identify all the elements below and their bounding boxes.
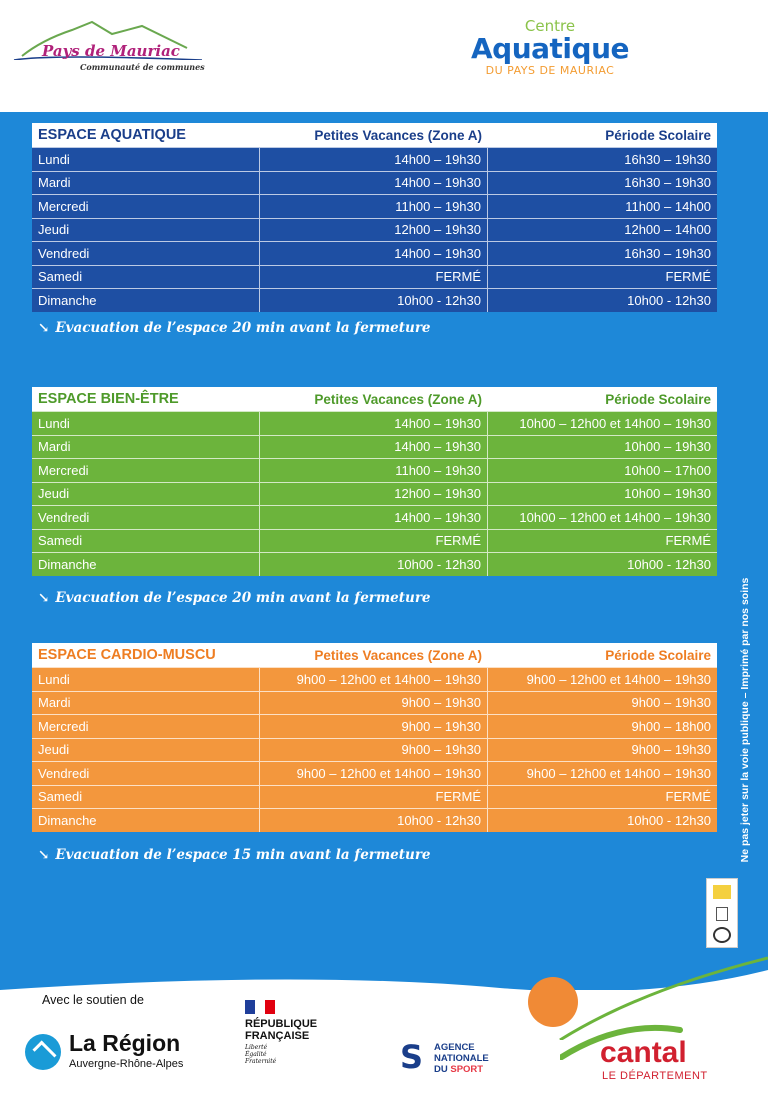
day-cell: Mardi xyxy=(32,172,260,195)
ans-line3 xyxy=(434,1064,489,1075)
scolaire-cell: 9h00 – 12h00 et 14h00 – 19h30 xyxy=(526,765,711,781)
ans-line3b: SPORT xyxy=(450,1064,484,1075)
evacuation-note-text: Evacuation de l’espace 15 min avant la fermeture xyxy=(55,847,431,863)
scolaire-cell: 10h00 – 19h30 xyxy=(624,439,711,455)
scolaire-cell: 10h00 – 17h00 xyxy=(624,462,711,478)
table-row xyxy=(32,714,717,738)
rf-line2: FRANÇAISE xyxy=(245,1030,310,1042)
scolaire-cell: 10h00 – 12h00 et 14h00 – 19h30 xyxy=(519,415,711,431)
table-row xyxy=(32,691,717,715)
scolaire-cell: 16h30 – 19h30 xyxy=(624,175,711,191)
table-row xyxy=(32,808,717,832)
side-disclaimer xyxy=(730,570,760,870)
table-title: ESPACE CARDIO-MUSCU xyxy=(38,647,216,663)
day-cell: Mardi xyxy=(32,692,260,715)
table-row xyxy=(32,738,717,762)
rf-line1: RÉPUBLIQUE xyxy=(245,1018,318,1030)
day-cell: Lundi xyxy=(32,668,260,691)
table-row xyxy=(32,288,717,312)
day-cell: Samedi xyxy=(32,786,260,809)
scolaire-cell: 11h00 – 14h00 xyxy=(625,198,711,214)
table-row xyxy=(32,482,717,506)
scolaire-cell: 12h00 – 14h00 xyxy=(624,222,711,238)
vacances-cell: 9h00 – 19h30 xyxy=(260,692,488,715)
vacances-cell: 11h00 – 19h30 xyxy=(260,195,488,218)
scolaire-cell: 16h30 – 19h30 xyxy=(624,151,711,167)
vacances-cell: 9h00 – 12h00 et 14h00 – 19h30 xyxy=(260,668,488,691)
table-row xyxy=(32,505,717,529)
col-scolaire-header: Période Scolaire xyxy=(605,391,711,407)
evacuation-note xyxy=(38,847,431,863)
scolaire-cell: FERMÉ xyxy=(665,533,711,549)
logo-aquatique-line2: Aquatique xyxy=(471,32,629,65)
col-vacances-header: Petites Vacances (Zone A) xyxy=(314,647,482,663)
logo-mauriac-subtitle: Communauté de communes xyxy=(80,62,205,72)
table-header xyxy=(32,387,717,411)
vacances-cell: 14h00 – 19h30 xyxy=(260,172,488,195)
logo-agence-nationale-du-sport xyxy=(400,1038,510,1078)
day-cell: Dimanche xyxy=(32,553,260,576)
cantal-subtitle: LE DÉPARTEMENT xyxy=(602,1070,708,1082)
table-row xyxy=(32,171,717,195)
vacances-cell: 11h00 – 19h30 xyxy=(260,459,488,482)
logo-centre-aquatique xyxy=(460,18,640,88)
vacances-cell: 14h00 – 19h30 xyxy=(260,242,488,265)
vacances-cell: 14h00 – 19h30 xyxy=(260,506,488,529)
logo-republique-francaise xyxy=(245,1000,345,1080)
scolaire-cell: FERMÉ xyxy=(665,789,711,805)
day-cell: Jeudi xyxy=(32,483,260,506)
table-espace-aquatique xyxy=(32,123,717,312)
table-row xyxy=(32,667,717,691)
day-cell: Mercredi xyxy=(32,459,260,482)
table-header xyxy=(32,123,717,147)
scolaire-cell: 9h00 – 12h00 et 14h00 – 19h30 xyxy=(526,671,711,687)
scolaire-cell: 9h00 – 19h30 xyxy=(631,742,711,758)
col-vacances-header: Petites Vacances (Zone A) xyxy=(314,391,482,407)
cantal-name: cantal xyxy=(600,1036,687,1069)
table-espace-bien-etre xyxy=(32,387,717,576)
table-row xyxy=(32,147,717,171)
rf-motto1: Liberté xyxy=(245,1044,268,1051)
col-scolaire-header: Période Scolaire xyxy=(605,647,711,663)
vacances-cell: 9h00 – 12h00 et 14h00 – 19h30 xyxy=(260,762,488,785)
day-cell: Vendredi xyxy=(32,242,260,265)
table-row xyxy=(32,529,717,553)
vacances-cell: 10h00 - 12h30 xyxy=(260,553,488,576)
scolaire-cell: 10h00 – 19h30 xyxy=(624,486,711,502)
vacances-cell: 9h00 – 19h30 xyxy=(260,715,488,738)
vacances-cell: 10h00 - 12h30 xyxy=(260,289,488,312)
region-name: La Région xyxy=(69,1030,181,1056)
col-vacances-header: Petites Vacances (Zone A) xyxy=(314,127,482,143)
logo-aquatique-line3: DU PAYS DE MAURIAC xyxy=(485,64,615,77)
vacances-cell: 12h00 – 19h30 xyxy=(260,483,488,506)
table-row xyxy=(32,785,717,809)
recycle-loop-icon xyxy=(713,927,731,943)
vacances-cell: 14h00 – 19h30 xyxy=(260,412,488,435)
french-flag-icon xyxy=(245,1000,275,1014)
evacuation-note-text: Evacuation de l’espace 20 min avant la fermeture xyxy=(55,590,431,606)
table-row xyxy=(32,435,717,459)
ans-line1: AGENCE xyxy=(434,1042,475,1053)
scolaire-cell: 10h00 - 12h30 xyxy=(627,812,711,828)
day-cell: Samedi xyxy=(32,530,260,553)
logo-la-region xyxy=(25,1030,205,1080)
table-row xyxy=(32,761,717,785)
region-mountain-icon xyxy=(25,1034,61,1070)
scolaire-cell: 10h00 - 12h30 xyxy=(627,292,711,308)
scolaire-cell: FERMÉ xyxy=(665,269,711,285)
rf-motto3: Fraternité xyxy=(245,1058,277,1065)
arrow-down-right-icon: ↘ xyxy=(38,320,50,336)
scolaire-cell: 9h00 – 19h30 xyxy=(631,695,711,711)
day-cell: Vendredi xyxy=(32,506,260,529)
table-row xyxy=(32,552,717,576)
table-title: ESPACE AQUATIQUE xyxy=(38,127,186,143)
day-cell: Dimanche xyxy=(32,809,260,832)
side-disclaimer-text: Ne pas jeter sur la voie publique – Imprimé par nos soins xyxy=(739,577,751,863)
table-row xyxy=(32,458,717,482)
col-scolaire-header: Période Scolaire xyxy=(605,127,711,143)
rf-text xyxy=(245,1018,317,1042)
vacances-cell: 14h00 – 19h30 xyxy=(260,436,488,459)
logo-mauriac-name: Pays de Mauriac xyxy=(42,42,180,60)
vacances-cell: FERMÉ xyxy=(260,530,488,553)
day-cell: Mercredi xyxy=(32,715,260,738)
arrow-down-right-icon: ↘ xyxy=(38,590,50,606)
table-title: ESPACE BIEN-ÊTRE xyxy=(38,391,179,407)
logo-aquatique-line1: Centre xyxy=(524,17,576,35)
vacances-cell: FERMÉ xyxy=(260,786,488,809)
ans-text xyxy=(434,1042,489,1075)
table-header xyxy=(32,643,717,667)
vacances-cell: 10h00 - 12h30 xyxy=(260,809,488,832)
support-label: Avec le soutien de xyxy=(42,993,144,1007)
arrow-down-right-icon: ↘ xyxy=(38,847,50,863)
table-row xyxy=(32,265,717,289)
day-cell: Vendredi xyxy=(32,762,260,785)
scolaire-cell: 10h00 - 12h30 xyxy=(627,556,711,572)
region-subtitle: Auvergne-Rhône-Alpes xyxy=(69,1058,184,1070)
ans-line3a: DU xyxy=(434,1064,451,1075)
table-row xyxy=(32,218,717,242)
ans-line2: NATIONALE xyxy=(434,1053,489,1064)
table-row xyxy=(32,411,717,435)
day-cell: Lundi xyxy=(32,148,260,171)
vacances-cell: 14h00 – 19h30 xyxy=(260,148,488,171)
scolaire-cell: 9h00 – 18h00 xyxy=(631,718,711,734)
table-row xyxy=(32,241,717,265)
evacuation-note xyxy=(38,320,431,336)
logo-cantal xyxy=(560,1010,720,1090)
day-cell: Samedi xyxy=(32,266,260,289)
vacances-cell: 9h00 – 19h30 xyxy=(260,739,488,762)
day-cell: Jeudi xyxy=(32,739,260,762)
scolaire-cell: 16h30 – 19h30 xyxy=(624,245,711,261)
vacances-cell: 12h00 – 19h30 xyxy=(260,219,488,242)
recycling-icon xyxy=(706,878,738,948)
rf-motto2: Égalité xyxy=(245,1051,267,1058)
triman-icon xyxy=(713,885,731,899)
rf-motto xyxy=(245,1044,276,1065)
day-cell: Jeudi xyxy=(32,219,260,242)
day-cell: Lundi xyxy=(32,412,260,435)
day-cell: Dimanche xyxy=(32,289,260,312)
evacuation-note xyxy=(38,590,431,606)
day-cell: Mardi xyxy=(32,436,260,459)
table-row xyxy=(32,194,717,218)
evacuation-note-text: Evacuation de l’espace 20 min avant la fermeture xyxy=(55,320,431,336)
vacances-cell: FERMÉ xyxy=(260,266,488,289)
logo-pays-de-mauriac xyxy=(12,20,212,80)
day-cell: Mercredi xyxy=(32,195,260,218)
table-espace-cardio-muscu xyxy=(32,643,717,832)
scolaire-cell: 10h00 – 12h00 et 14h00 – 19h30 xyxy=(519,509,711,525)
ans-s-icon: S xyxy=(400,1038,424,1076)
paper-icon xyxy=(716,907,728,921)
